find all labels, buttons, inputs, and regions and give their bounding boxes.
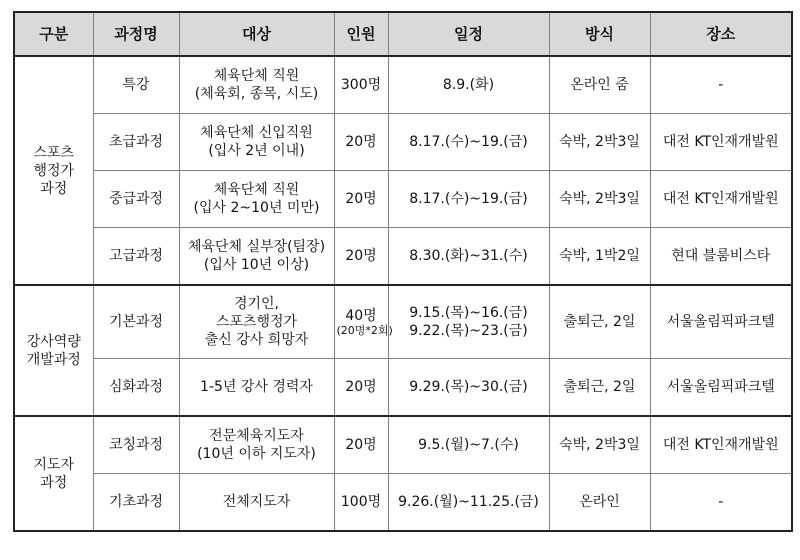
group-cell-sports-admin <box>14 56 93 285</box>
schedule-cell: 9.26.(월)~11.25.(금) <box>388 474 549 532</box>
table-row <box>14 474 792 532</box>
target-cell: 전체지도자 <box>179 474 334 532</box>
place-cell: - <box>650 56 792 114</box>
course-cell: 특강 <box>93 56 179 114</box>
schedule-cell: 9.15.(목)~16.(금) 9.22.(목)~23.(금) <box>388 285 549 359</box>
course-cell: 초급과정 <box>93 114 179 171</box>
count-cell: 20명 <box>334 416 388 474</box>
place-cell: 대전 KT인재개발원 <box>650 114 792 171</box>
table-row <box>14 285 792 359</box>
course-cell: 코칭과정 <box>93 416 179 474</box>
target-cell: 전문체육지도자 (10년 이하 지도자) <box>179 416 334 474</box>
header-course: 과정명 <box>93 12 179 56</box>
schedule-cell: 8.9.(화) <box>388 56 549 114</box>
count-cell: 20명 <box>334 359 388 417</box>
table-row <box>14 359 792 417</box>
method-cell: 숙박, 2박3일 <box>549 416 650 474</box>
course-cell: 중급과정 <box>93 171 179 228</box>
method-cell: 출퇴근, 2일 <box>549 285 650 359</box>
count-cell: 20명 <box>334 228 388 286</box>
header-schedule: 일정 <box>388 12 549 56</box>
target-cell: 1-5년 강사 경력자 <box>179 359 334 417</box>
group-line: 과정 <box>40 474 68 491</box>
place-cell: 서울올림픽파크텔 <box>650 285 792 359</box>
count-cell: 300명 <box>334 56 388 114</box>
target-cell: 체육단체 직원 (입사 2~10년 미만) <box>179 171 334 228</box>
target-cell: 체육단체 실부장(팀장) (입사 10년 이상) <box>179 228 334 286</box>
method-cell: 숙박, 2박3일 <box>549 171 650 228</box>
group-cell-coach <box>14 416 93 531</box>
place-cell: - <box>650 474 792 532</box>
count-cell: 40명 (20명*2회) <box>334 285 388 359</box>
table-row <box>14 416 792 474</box>
course-cell: 기본과정 <box>93 285 179 359</box>
target-cell: 경기인, 스포츠행정가 출신 강사 희망자 <box>179 285 334 359</box>
course-cell: 기초과정 <box>93 474 179 532</box>
table-row <box>14 114 792 171</box>
header-count: 인원 <box>334 12 388 56</box>
place-cell: 서울올림픽파크텔 <box>650 359 792 417</box>
group-line: 개발과정 <box>26 351 81 368</box>
method-cell: 숙박, 1박2일 <box>549 228 650 286</box>
place-cell: 현대 블룸비스타 <box>650 228 792 286</box>
count-cell: 100명 <box>334 474 388 532</box>
schedule-cell: 8.30.(화)~31.(수) <box>388 228 549 286</box>
group-cell-instructor <box>14 285 93 416</box>
group-line: 지도자 <box>33 456 75 473</box>
target-cell: 체육단체 직원 (체육회, 종목, 시도) <box>179 56 334 114</box>
course-schedule-table <box>13 11 793 532</box>
group-line: 행정가 <box>33 162 75 179</box>
schedule-cell: 8.17.(수)~19.(금) <box>388 171 549 228</box>
method-cell: 온라인 <box>549 474 650 532</box>
header-row <box>14 12 792 56</box>
schedule-cell: 9.29.(목)~30.(금) <box>388 359 549 417</box>
schedule-cell: 9.5.(월)~7.(수) <box>388 416 549 474</box>
count-cell: 20명 <box>334 114 388 171</box>
place-cell: 대전 KT인재개발원 <box>650 416 792 474</box>
method-cell: 온라인 줌 <box>549 56 650 114</box>
place-cell: 대전 KT인재개발원 <box>650 171 792 228</box>
group-line: 과정 <box>40 180 68 197</box>
group-line: 스포츠 <box>33 144 75 161</box>
header-method: 방식 <box>549 12 650 56</box>
schedule-cell: 8.17.(수)~19.(금) <box>388 114 549 171</box>
course-cell: 심화과정 <box>93 359 179 417</box>
group-line: 강사역량 <box>26 333 81 350</box>
course-cell: 고급과정 <box>93 228 179 286</box>
table-row <box>14 56 792 114</box>
table-row <box>14 228 792 286</box>
header-category: 구분 <box>14 12 93 56</box>
header-target: 대상 <box>179 12 334 56</box>
method-cell: 숙박, 2박3일 <box>549 114 650 171</box>
target-cell: 체육단체 신입직원 (입사 2년 이내) <box>179 114 334 171</box>
header-place: 장소 <box>650 12 792 56</box>
count-cell: 20명 <box>334 171 388 228</box>
method-cell: 출퇴근, 2일 <box>549 359 650 417</box>
table-row <box>14 171 792 228</box>
